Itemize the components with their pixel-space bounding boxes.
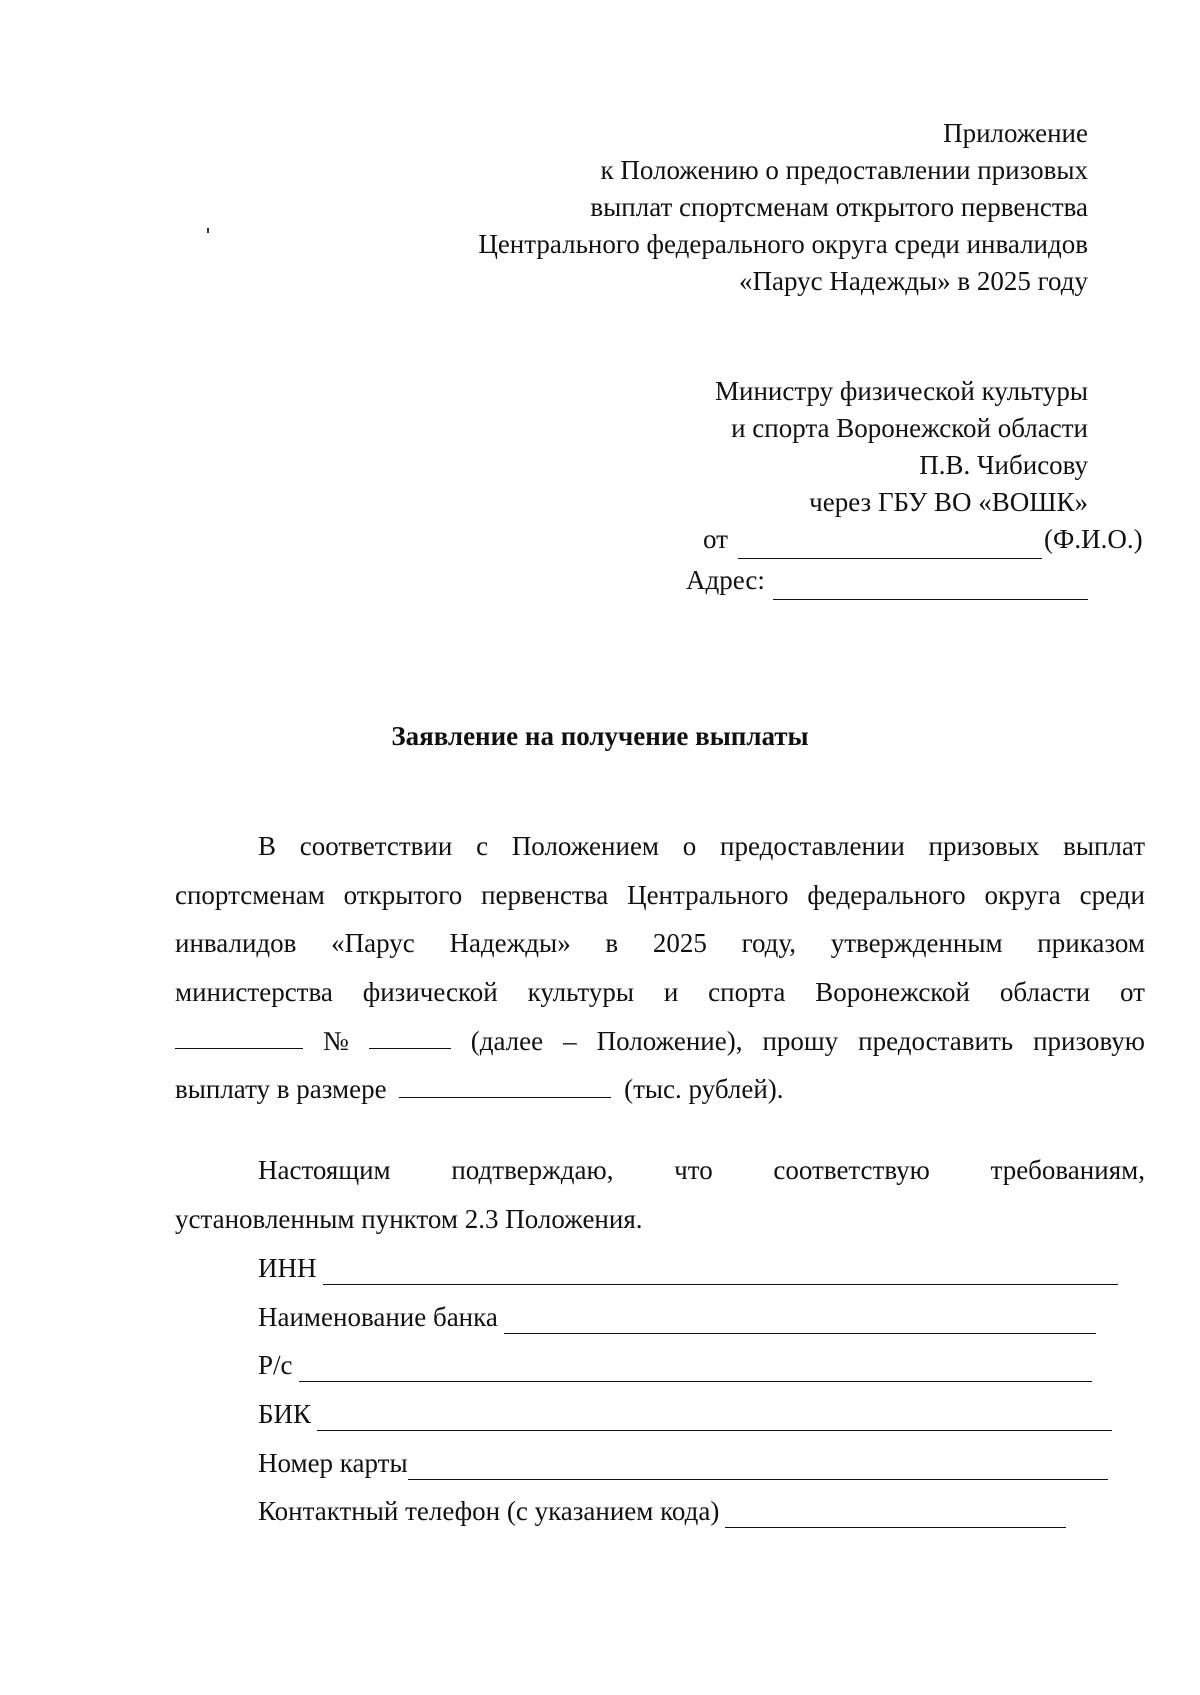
word: области: [999, 977, 1091, 1007]
word: Положением: [511, 831, 660, 861]
word: призовых: [928, 831, 1040, 861]
p1-line-6: [175, 1072, 784, 1106]
address-blank[interactable]: [773, 575, 1088, 600]
word: первенства: [481, 880, 609, 910]
inn-blank[interactable]: [323, 1258, 1119, 1285]
word: выплат: [1063, 831, 1145, 861]
appendix-line-2: к Положению о предоставлении призовых: [600, 155, 1088, 185]
p1-line-5: [175, 1024, 1145, 1058]
word: от: [1120, 977, 1145, 1007]
phone-label: Контактный телефон (с указанием кода): [258, 1496, 720, 1526]
appendix-line-3: выплат спортсменам открытого первенства: [590, 192, 1088, 222]
word: –: [563, 1026, 577, 1056]
order-number-blank[interactable]: [369, 1024, 451, 1049]
word: «Парус: [331, 928, 415, 958]
appendix-line-4: Центрального федерального округа среди инвалидов: [478, 229, 1088, 259]
word: с: [476, 831, 489, 861]
word: году,: [741, 928, 796, 958]
addressee-line-4: через ГБУ ВО «ВОШК»: [809, 487, 1088, 517]
word: В: [258, 831, 277, 861]
bank-label: Наименование банка: [258, 1302, 498, 1332]
p1-line-4: [175, 975, 1145, 1009]
appendix-line-1: Приложение: [943, 118, 1088, 148]
p1-line-2: [175, 878, 1145, 912]
word: округа: [984, 880, 1061, 910]
word: спортсменам: [175, 880, 325, 910]
word: требованиям,: [990, 1155, 1145, 1185]
word: Центрального: [627, 880, 789, 910]
order-number-sign: №: [322, 1026, 349, 1056]
word: в: [605, 928, 619, 958]
word: культуры: [527, 977, 634, 1007]
word: прошу: [762, 1026, 839, 1056]
word: Положение),: [596, 1026, 743, 1056]
card-label: Номер карты: [258, 1448, 408, 1478]
word: предоставить: [858, 1026, 1014, 1056]
word: призовую: [1033, 1026, 1145, 1056]
address-label: Адрес:: [686, 565, 765, 595]
bank-name-blank[interactable]: [504, 1307, 1096, 1334]
account-label: Р/с: [258, 1350, 293, 1380]
word: спорта: [708, 977, 786, 1007]
addressee-line-1: Министру физической культуры: [715, 376, 1088, 406]
word: что: [674, 1155, 713, 1185]
word: соответствую: [773, 1155, 930, 1185]
inn-label: ИНН: [258, 1253, 317, 1283]
word: федерального: [807, 880, 966, 910]
p2-line-2: установленным пунктом 2.3 Положения.: [175, 1204, 643, 1234]
from-fio-hint: (Ф.И.О.): [1044, 524, 1143, 554]
word: о: [682, 831, 697, 861]
addressee-line-3: П.В. Чибисову: [919, 450, 1088, 480]
phone-field: [258, 1494, 1066, 1528]
p2-line-1: [258, 1153, 1145, 1187]
document-title: Заявление на получение выплаты: [391, 721, 809, 751]
word: среди: [1079, 880, 1145, 910]
addressee-line-2: и спорта Воронежской области: [731, 413, 1088, 443]
word: 2025: [652, 928, 707, 958]
scan-speck: [207, 228, 209, 233]
card-number-blank[interactable]: [408, 1453, 1108, 1480]
card-field: [258, 1446, 1108, 1480]
word: подтверждаю,: [451, 1155, 614, 1185]
word: приказом: [1037, 928, 1145, 958]
word: Настоящим: [258, 1155, 391, 1185]
bik-blank[interactable]: [317, 1404, 1112, 1431]
order-date-blank[interactable]: [175, 1024, 303, 1049]
word: и: [663, 977, 679, 1007]
amount-label: выплату в размере: [175, 1074, 387, 1104]
bank-field: [258, 1300, 1096, 1334]
word: Надежды»: [449, 928, 571, 958]
from-name-blank[interactable]: [738, 534, 1042, 559]
word: предоставлении: [720, 831, 905, 861]
p1-line-3: [175, 926, 1145, 960]
account-blank[interactable]: [299, 1355, 1092, 1382]
amount-blank[interactable]: [399, 1073, 611, 1098]
bik-field: [258, 1397, 1112, 1431]
amount-unit: (тыс. рублей).: [624, 1074, 784, 1104]
word: инвалидов: [175, 928, 297, 958]
word: Воронежской: [815, 977, 971, 1007]
account-field: [258, 1348, 1092, 1382]
bik-label: БИК: [258, 1399, 312, 1429]
word: (далее: [470, 1026, 544, 1056]
appendix-line-5: «Парус Надежды» в 2025 году: [739, 266, 1088, 296]
word: министерства: [175, 977, 333, 1007]
from-label: от: [703, 524, 728, 554]
word: утвержденным: [830, 928, 1003, 958]
word: соответствии: [299, 831, 453, 861]
word: физической: [362, 977, 498, 1007]
p1-line-1: [258, 829, 1145, 863]
inn-field: [258, 1251, 1118, 1285]
word: открытого: [343, 880, 463, 910]
phone-blank[interactable]: [725, 1501, 1066, 1528]
